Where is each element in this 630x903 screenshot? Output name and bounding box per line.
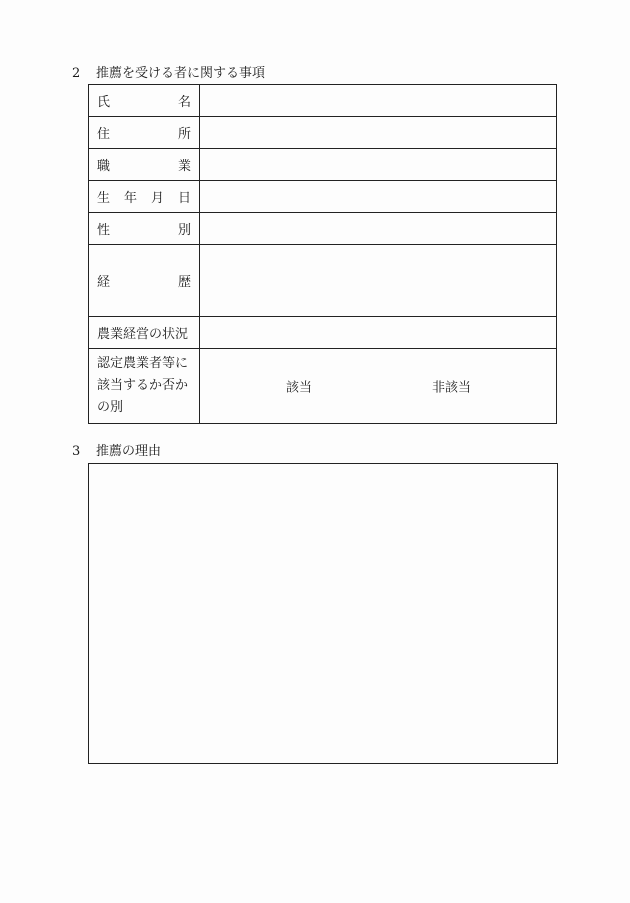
- sex-field[interactable]: [200, 213, 557, 245]
- birthdate-label-char-3: 月: [150, 191, 164, 206]
- address-label: [89, 117, 200, 149]
- certified-label: [89, 349, 200, 424]
- farm-status-field[interactable]: [200, 317, 557, 349]
- occupation-label-char-1: 職: [97, 159, 111, 174]
- career-label-char-2: 歴: [177, 275, 191, 290]
- birthdate-field[interactable]: [200, 181, 557, 213]
- nominee-info-table: [88, 84, 557, 424]
- birthdate-label-char-1: 生: [97, 191, 111, 206]
- section-2-heading: [72, 66, 265, 82]
- birthdate-label: [89, 181, 200, 213]
- certified-label-line-2: 該当するか否か: [97, 378, 189, 393]
- certified-label-line-3: の別: [97, 400, 124, 415]
- row-address: [89, 117, 557, 149]
- section-3-number: 3: [72, 444, 81, 459]
- section-2-title: 推薦を受ける者に関する事項: [96, 66, 266, 81]
- birthdate-label-char-2: 年: [123, 191, 137, 206]
- address-label-char-2: 所: [177, 127, 191, 142]
- reason-field[interactable]: [88, 463, 558, 764]
- farm-status-label-text: 農業経営の状況: [97, 327, 189, 342]
- career-label: [89, 245, 200, 317]
- row-certified: [89, 349, 557, 424]
- name-field[interactable]: [200, 85, 557, 117]
- career-field[interactable]: [200, 245, 557, 317]
- name-label: [89, 85, 200, 117]
- option-applicable[interactable]: 該当: [286, 380, 313, 396]
- row-name: [89, 85, 557, 117]
- address-label-char-1: 住: [97, 127, 111, 142]
- career-label-char-1: 経: [97, 275, 111, 290]
- section-2-number: 2: [72, 66, 81, 81]
- section-3-heading: [72, 444, 161, 460]
- row-birthdate: [89, 181, 557, 213]
- occupation-label-char-2: 業: [177, 159, 191, 174]
- sex-label-char-1: 性: [97, 223, 111, 238]
- row-sex: [89, 213, 557, 245]
- occupation-field[interactable]: [200, 149, 557, 181]
- sex-label-char-2: 別: [177, 223, 191, 238]
- farm-status-label: [89, 317, 200, 349]
- birthdate-label-char-4: 日: [177, 191, 191, 206]
- section-3-title: 推薦の理由: [96, 444, 162, 459]
- occupation-label: [89, 149, 200, 181]
- address-field[interactable]: [200, 117, 557, 149]
- sex-label: [89, 213, 200, 245]
- row-career: [89, 245, 557, 317]
- certified-label-line-1: 認定農業者等に: [97, 356, 189, 371]
- row-farm-status: [89, 317, 557, 349]
- name-label-char-2: 名: [177, 95, 191, 110]
- row-occupation: [89, 149, 557, 181]
- certified-field: [200, 349, 557, 424]
- option-not-applicable[interactable]: 非該当: [432, 380, 472, 396]
- name-label-char-1: 氏: [97, 95, 111, 110]
